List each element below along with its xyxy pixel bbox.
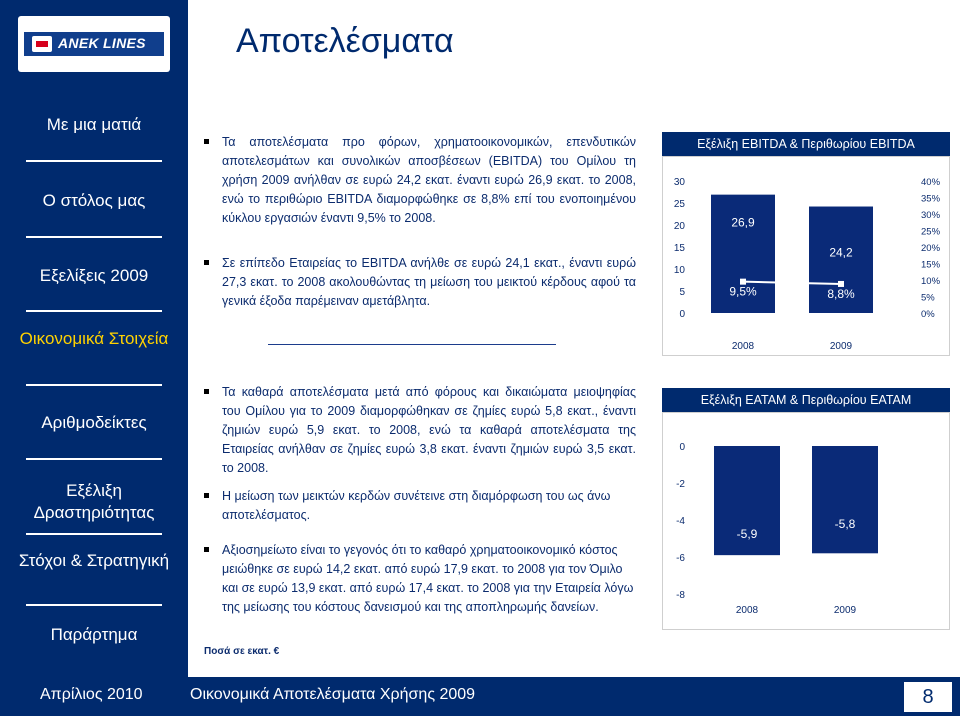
y-tick-label: 25 (673, 199, 685, 210)
y-tick-label: -2 (676, 479, 685, 490)
nav-item-developments[interactable]: Εξελίξεις 2009 (39, 266, 149, 285)
chart-ebitda-svg (663, 157, 949, 355)
y2-tick-label: 20% (921, 243, 941, 254)
anek-lines-logo[interactable] (18, 16, 170, 72)
bullet-ebitda-company: Σε επίπεδο Εταιρείας το EBITDA ανήλθε σε ευρώ 24,1 εκατ., έναντι ευρώ 27,3 εκατ. το 2008 ακολουθώντας τη μείωση του μεικτού κέρδους αφού τα γενικά έξοδα παρέμειναν αμετάβλητα. (200, 254, 636, 311)
sidebar (0, 0, 188, 716)
footer-bar (0, 677, 960, 716)
y-tick-label: 5 (679, 287, 685, 298)
footer-date: Απρίλιος 2010 (40, 686, 143, 703)
nav-item-strategy[interactable]: Στόχοι & Στρατηγική (18, 551, 170, 570)
nav-item-fleet[interactable]: Ο στόλος μας (42, 191, 146, 210)
nav-divider (26, 160, 162, 162)
y-tick-label: 20 (673, 221, 685, 232)
nav-divider (26, 458, 162, 460)
margin-label: 8,8% (827, 286, 855, 301)
y2-tick-label: 10% (921, 276, 941, 287)
nav-divider (26, 384, 162, 386)
y2-tick-label: 15% (921, 259, 941, 271)
bar-label: 26,9 (731, 215, 755, 230)
x-tick-label: 2009 (833, 605, 857, 616)
page-title: Αποτελέσματα (236, 22, 454, 60)
y2-tick-label: 35% (921, 193, 941, 205)
nav-divider (26, 310, 162, 312)
bullet-block (200, 383, 636, 478)
nav-item-financials[interactable]: Οικονομικά Στοιχεία (19, 329, 169, 348)
bullet-block (200, 487, 636, 525)
nav-item-activity[interactable]: Εξέλιξη Δραστηριότητας (33, 481, 155, 522)
nav-divider (26, 533, 162, 535)
x-tick-label: 2009 (829, 341, 853, 352)
y-tick-label: 0 (679, 442, 685, 453)
bar-eatam (812, 446, 878, 553)
chart-ebitda (662, 156, 950, 356)
bullet-gross-profit: Η μείωση των μεικτών κερδών συνέτεινε στη διαμόρφωση του ως άνω αποτελέσματος. (200, 487, 636, 525)
y2-tick-label: 25% (921, 226, 941, 238)
bullet-net-results: Τα καθαρά αποτελέσματα μετά από φόρους και δικαιώματα μειοψηφίας του Ομίλου για το 2009 διαμορφώθηκαν σε ζημίες ευρώ 5,8 εκατ., έναντι ζημιών ευρώ 5,9 εκατ. το 2008, ενώ τα καθαρά αποτελέσματα της Εταιρείας ανήλθαν σε ζημίες ευρώ 3,8 εκατ. έναντι ζημιών ευρώ 3,5 εκατ. το 2008. (200, 383, 636, 478)
y2-tick-label: 40% (921, 177, 941, 188)
logo-emblem-icon (32, 36, 52, 52)
y2-tick-label: 0% (921, 309, 935, 320)
y-tick-label: -6 (676, 553, 685, 564)
logo-text: ANEK LINES (58, 35, 146, 51)
bar-label: -5,8 (834, 517, 856, 531)
y-tick-label: 15 (673, 243, 685, 254)
x-tick-label: 2008 (731, 341, 755, 352)
y-tick-label: 10 (673, 265, 685, 276)
y2-tick-label: 30% (921, 210, 941, 221)
y-tick-label: -4 (676, 516, 685, 527)
y-tick-label: 0 (679, 309, 685, 320)
bullet-block (200, 541, 636, 617)
margin-label: 9,5% (729, 284, 757, 299)
nav-item-overview[interactable]: Με μια ματιά (46, 115, 142, 134)
bar-label: 24,2 (829, 245, 853, 260)
footer-title: Οικονομικά Αποτελέσματα Χρήσης 2009 (190, 686, 476, 703)
chart-title-ebitda: Εξέλιξη EBITDA & Περιθωρίου EBITDA (662, 132, 950, 156)
nav-item-appendix[interactable]: Παράρτημα (50, 625, 138, 644)
bullet-ebitda-group: Τα αποτελέσματα προ φόρων, χρηματοοικονομικών, επενδυτικών αποτελεσμάτων και συνολικών αποσβέσεων (EBITDA) του Ομίλου τη χρήση 2009 ανήλθαν σε ευρώ 24,2 εκατ. έναντι ευρώ 26,9 εκατ. το 2008, ενώ το περιθώριο EBITDA διαμορφώθηκε σε 8,8% επί του ενοποιημένου κύκλου εργασιών έναντι 9,5% το 2008. (200, 133, 636, 228)
bar-label: -5,9 (736, 527, 758, 541)
bullet-block (200, 133, 636, 228)
y-tick-label: 30 (673, 177, 685, 188)
x-tick-label: 2008 (735, 605, 759, 616)
nav-divider (26, 236, 162, 238)
chart-title-eatam: Εξέλιξη ΕΑΤΑΜ & Περιθωρίου ΕΑΤΑΜ (662, 388, 950, 412)
nav-divider (26, 604, 162, 606)
bullet-financial-cost: Αξιοσημείωτο είναι το γεγονός ότι το καθαρό χρηματοοικονομικό κόστος μειώθηκε σε ευρώ 14,2 εκατ. από ευρώ 17,9 εκατ. το 2008 για τον Όμιλο και σε ευρώ 13,9 εκατ. από ευρώ 17,4 εκατ. το 2008 για την Εταιρεία λόγω της μείωσης του κόστους δανεισμού και της αποπληρωμής δανείων. (200, 541, 636, 617)
units-note: Ποσά σε εκατ. € (204, 646, 280, 657)
nav-item-ratios[interactable]: Αριθμοδείκτες (41, 413, 147, 432)
bullet-block (200, 254, 636, 311)
chart-eatam (662, 412, 950, 630)
y2-tick-label: 5% (921, 292, 935, 304)
section-divider (268, 344, 556, 345)
page-number: 8 (904, 682, 952, 712)
chart-eatam-svg (663, 413, 949, 629)
y-tick-label: -8 (676, 590, 685, 601)
